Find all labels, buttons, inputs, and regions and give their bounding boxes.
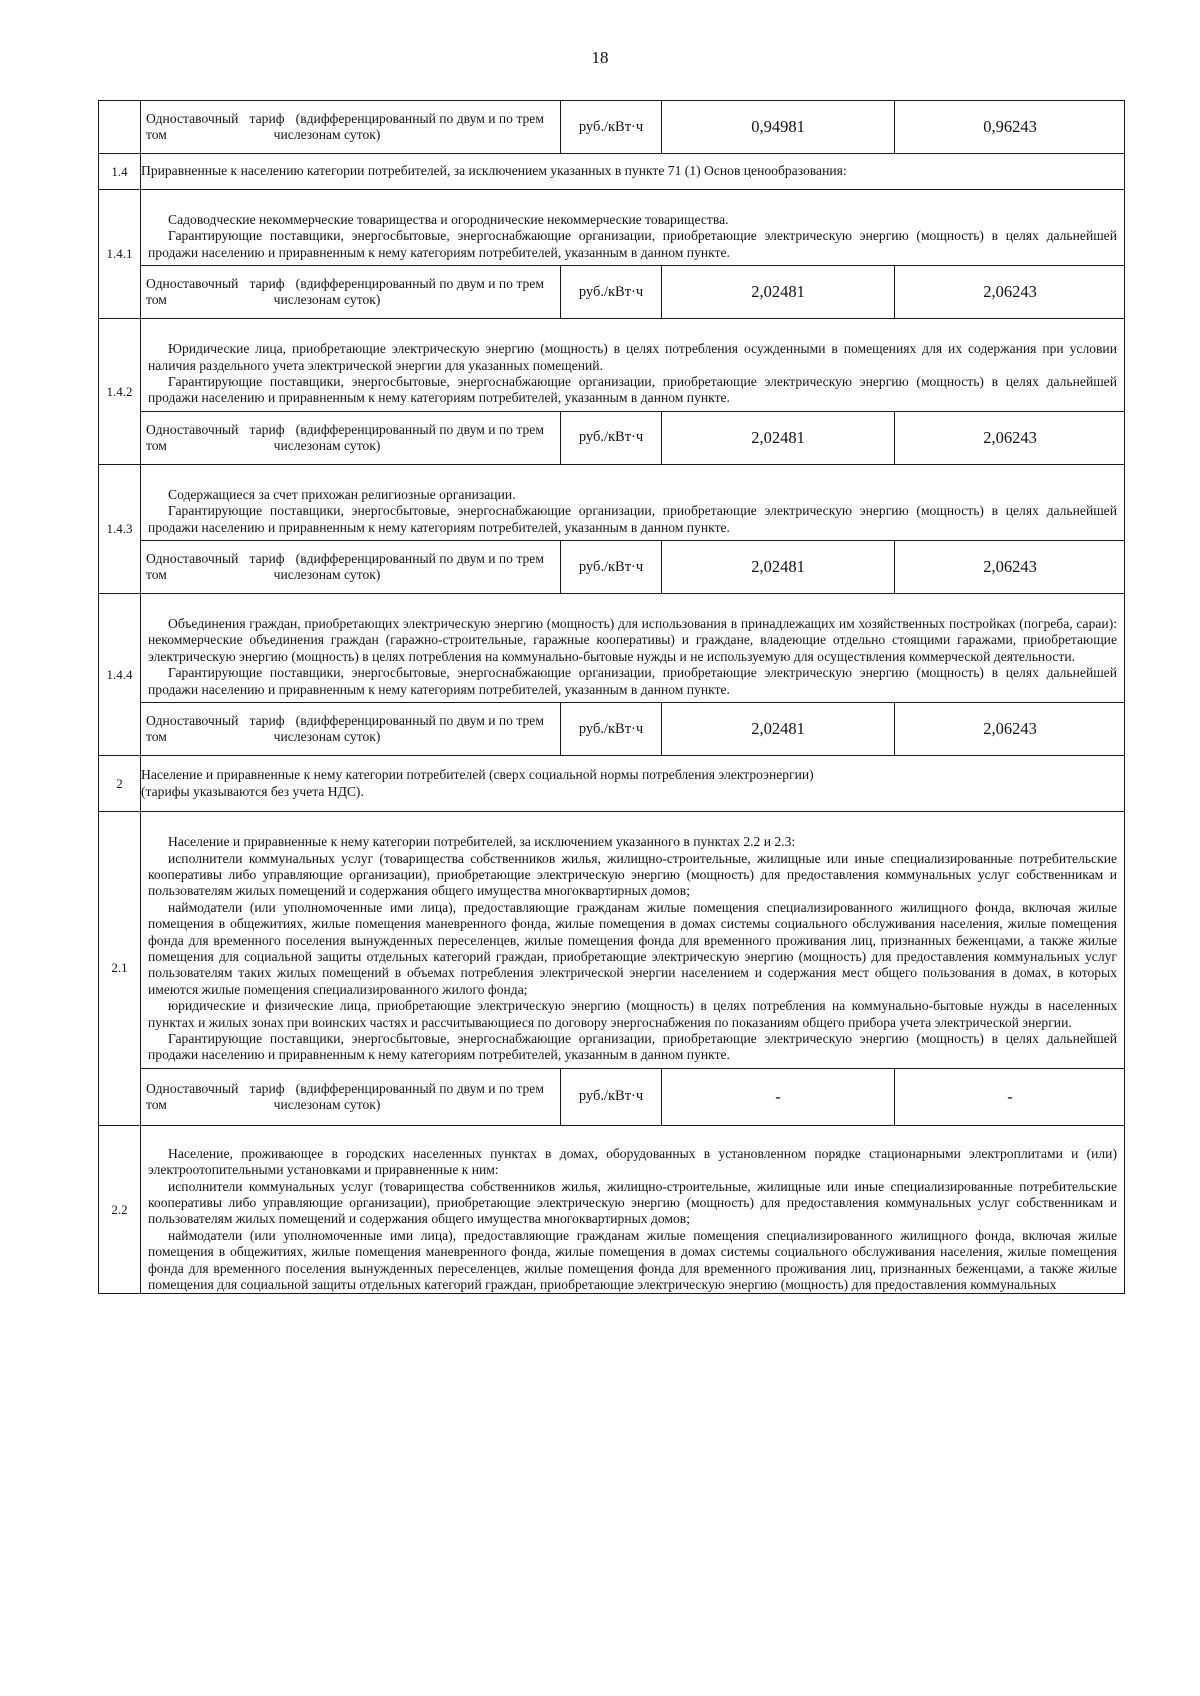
- unit-label: руб./кВт·ч: [560, 101, 661, 153]
- tariff-value-1: 0,94981: [661, 101, 894, 153]
- table-row: [99, 594, 1125, 756]
- row-number: 2: [99, 756, 141, 812]
- row-paragraph: Гарантирующие поставщики, энергосбытовые, энергоснабжающие организации, приобретающие электрическую энергию (мощность) в целях дальнейшей продажи населению и приравненным к нему категориям потребителей, указанным в данном пункте.: [148, 374, 1117, 406]
- tariff-value-2: 2,06243: [894, 266, 1125, 318]
- row-number: 1.4.3: [99, 464, 141, 593]
- unit-label: руб./кВт·ч: [560, 1069, 661, 1125]
- row-paragraph: Объединения граждан, приобретающих электрическую энергию (мощность) для использования в принадлежащих им хозяйственных постройках (погреба, сараи): некоммерческие объединения граждан (гаражно-строительные, гаражные кооперативы) и граждане, владеющие отдельно стоящими гаражами, приобретающие электрическую энергию (мощность) в целях потребления на коммунально-бытовые нужды и не используемую для осуществления коммерческой деятельности.: [148, 616, 1117, 664]
- tariff-label: Одноставочный тариф (в том числе дифференцированный по двум и по трем зонам суток): [146, 276, 544, 308]
- tariff-label: Одноставочный тариф (в том числе дифференцированный по двум и по трем зонам суток): [146, 111, 544, 142]
- tariff-value-1: 2,02481: [661, 412, 894, 464]
- unit-label: руб./кВт·ч: [560, 266, 661, 318]
- page-number: 18: [591, 48, 609, 67]
- tariff-cell: [141, 101, 1125, 154]
- row-paragraph: исполнители коммунальных услуг (товарищества собственников жилья, жилищно-строительные, жилищные или иные специализированные потребительские кооперативы либо управляющие организации), приобретающие электрическую энергию (мощность) для предоставления коммунальных услуг собственникам и пользователям жилых помещений и содержания общего имущества многоквартирных домов;: [148, 850, 1117, 899]
- section-2-line: Население и приравненные к нему категории потребителей (сверх социальной нормы потребления электроэнергии): [141, 767, 814, 783]
- unit-label: руб./кВт·ч: [560, 703, 661, 755]
- row-paragraph: Гарантирующие поставщики, энергосбытовые, энергоснабжающие организации, приобретающие электрическую энергию (мощность) в целях дальнейшей продажи населению и приравненным к нему категориям потребителей, указанным в данном пункте.: [148, 228, 1117, 260]
- table-row: [99, 190, 1125, 319]
- tariff-value-2: 2,06243: [894, 703, 1125, 755]
- row-number: 2.1: [99, 812, 141, 1126]
- tariff-value-2: 0,96243: [894, 101, 1125, 153]
- tariff-value-2: 2,06243: [894, 412, 1125, 464]
- tariff-value-1: 2,02481: [661, 541, 894, 593]
- table-row: [99, 154, 1125, 190]
- section-heading: [141, 756, 1125, 812]
- row-paragraph: исполнители коммунальных услуг (товарищества собственников жилья, жилищно-строительные, жилищные или иные специализированные потребительские кооперативы либо управляющие организации), приобретающие электрическую энергию (мощность) для предоставления коммунальных услуг собственникам и пользователям жилых помещений и содержания общего имущества многоквартирных домов;: [148, 1178, 1117, 1227]
- tariff-table: [98, 100, 1125, 1294]
- tariff-value-2: 2,06243: [894, 541, 1125, 593]
- row-paragraph: Гарантирующие поставщики, энергосбытовые, энергоснабжающие организации, приобретающие электрическую энергию (мощность) в целях дальнейшей продажи населению и приравненным к нему категориям потребителей, указанным в данном пункте.: [148, 503, 1117, 535]
- tariff-value-1: 2,02481: [661, 703, 894, 755]
- row-content: [141, 464, 1125, 593]
- row-paragraph: Гарантирующие поставщики, энергосбытовые, энергоснабжающие организации, приобретающие электрическую энергию (мощность) в целях дальнейшей продажи населению и приравненным к нему категориям потребителей, указанным в данном пункте.: [148, 665, 1117, 697]
- row-content: [141, 594, 1125, 756]
- table-row: [99, 1125, 1125, 1294]
- row-number: 2.2: [99, 1125, 141, 1294]
- section-heading: Приравненные к населению категории потребителей, за исключением указанных в пункте 71 (1) Основ ценообразования:: [141, 154, 1125, 190]
- row-paragraph: Юридические лица, приобретающие электрическую энергию (мощность) в целях потребления осужденными в помещениях для их содержания при условии наличия раздельного учета электрической энергии для указанных помещений.: [148, 341, 1117, 373]
- table-row: [99, 319, 1125, 465]
- row-paragraph: Население, проживающее в городских населенных пунктах в домах, оборудованных в установленном порядке стационарными электроплитами и (или) электроотопительными установками и приравненные к ним:: [148, 1145, 1117, 1178]
- tariff-label: Одноставочный тариф (в том числе дифференцированный по двум и по трем зонам суток): [146, 421, 544, 453]
- row-paragraph: наймодатели (или уполномоченные ими лица), предоставляющие гражданам жилые помещения специализированного жилищного фонда, включая жилые помещения в общежитиях, жилые помещения маневренного фонда, жилые помещения в домах системы социального обслуживания населения, жилые помещения фонда для временного поселения вынужденных переселенцев, жилые помещения фонда для временного проживания лиц, признанных беженцами, а также жилые помещения для социальной защиты отдельных категорий граждан, приобретающие электрическую энергию (мощность) для предоставления коммунальных: [148, 1227, 1117, 1293]
- row-paragraph: Население и приравненные к нему категории потребителей, за исключением указанного в пунктах 2.2 и 2.3:: [168, 834, 796, 850]
- table-row: [99, 464, 1125, 593]
- row-content: [141, 812, 1125, 1126]
- tariff-label: Одноставочный тариф (в том числе дифференцированный по двум и по трем зонам суток): [146, 1080, 544, 1112]
- table-row: [99, 812, 1125, 1126]
- row-paragraph: Садоводческие некоммерческие товарищества и огороднические некоммерческие товарищества.: [168, 212, 729, 227]
- tariff-label: Одноставочный тариф (в том числе дифференцированный по двум и по трем зонам суток): [146, 713, 544, 745]
- row-number: 1.4: [99, 154, 141, 190]
- tariff-label: Одноставочный тариф (в том числе дифференцированный по двум и по трем зонам суток): [146, 551, 544, 583]
- row-number: 1.4.1: [99, 190, 141, 319]
- row-number: 1.4.2: [99, 319, 141, 465]
- table-row: [99, 101, 1125, 154]
- unit-label: руб./кВт·ч: [560, 541, 661, 593]
- row-paragraph: наймодатели (или уполномоченные ими лица), предоставляющие гражданам жилые помещения специализированного жилищного фонда, включая жилые помещения в общежитиях, жилые помещения маневренного фонда, жилые помещения в домах системы социального обслуживания населения, жилые помещения фонда для временного поселения вынужденных переселенцев, жилые помещения фонда для временного проживания лиц, признанных беженцами, а также жилые помещения для социальной защиты отдельных категорий граждан, приобретающие электрическую энергию (мощность) для предоставления коммунальных услуг пользователям таких жилых помещений в объемах потребления электрической энергии населением и содержания мест общего пользования в домах, в которых имеются жилые помещения специализированного жилого фонда;: [148, 899, 1117, 997]
- row-content: [141, 319, 1125, 465]
- row-content: [141, 1125, 1125, 1294]
- row-number: 1.4.4: [99, 594, 141, 756]
- tariff-value-2: -: [894, 1069, 1125, 1125]
- unit-label: руб./кВт·ч: [560, 412, 661, 464]
- section-2-line: (тарифы указываются без учета НДС).: [141, 783, 364, 799]
- row-paragraph: Содержащиеся за счет прихожан религиозные организации.: [168, 486, 516, 502]
- tariff-value-1: -: [661, 1069, 894, 1125]
- row-number: [99, 101, 141, 154]
- row-paragraph: юридические и физические лица, приобретающие электрическую энергию (мощность) в целях потребления на коммунально-бытовые нужды в населенных пунктах и жилых зонах при воинских частях и рассчитывающиеся по договору энергоснабжения по показаниям общего прибора учета электрической энергии.: [148, 998, 1117, 1030]
- row-content: [141, 190, 1125, 319]
- tariff-value-1: 2,02481: [661, 266, 894, 318]
- row-paragraph: Гарантирующие поставщики, энергосбытовые, энергоснабжающие организации, приобретающие электрическую энергию (мощность) в целях дальнейшей продажи населению и приравненным к нему категориям потребителей, указанным в данном пункте.: [148, 1030, 1117, 1063]
- table-row: [99, 756, 1125, 812]
